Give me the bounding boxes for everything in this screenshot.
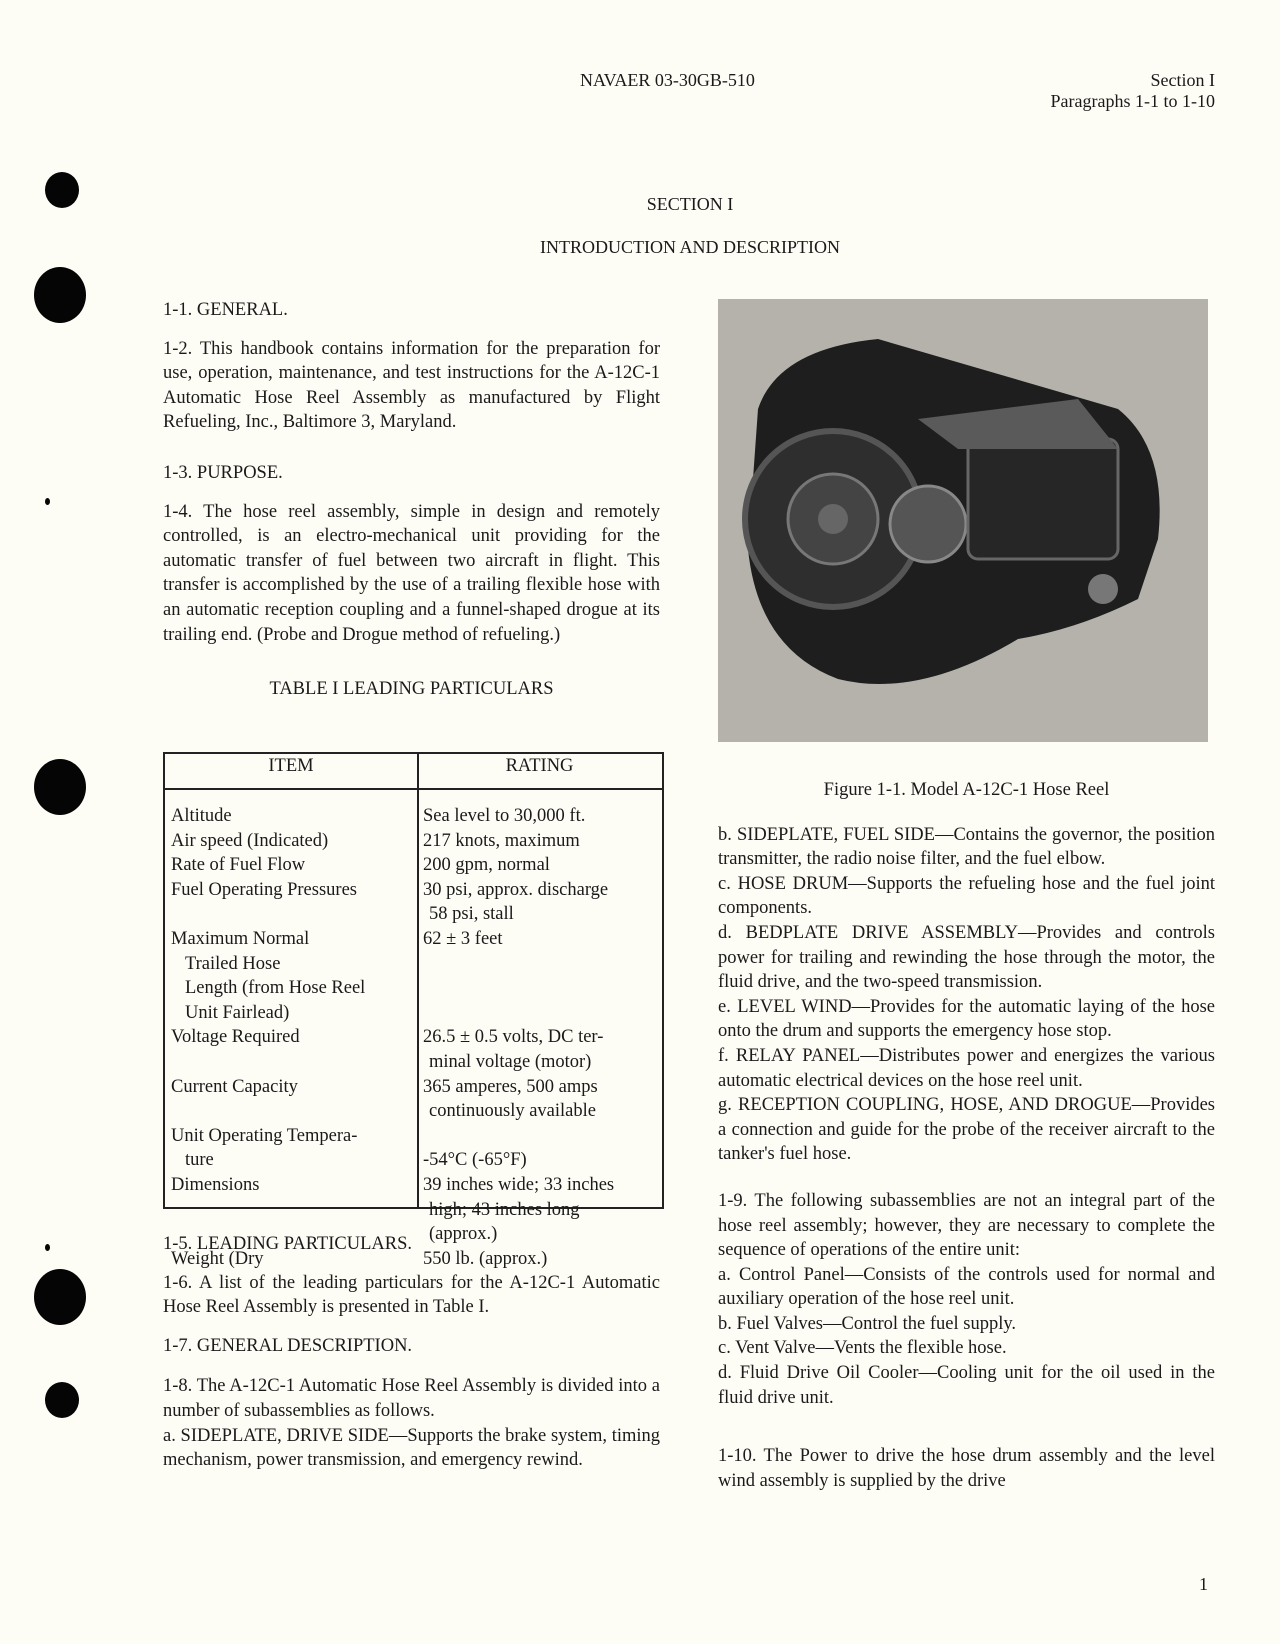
- paragraph-1-10: 1-10. The Power to drive the hose drum assembly and the level wind assembly is supplied by the drive: [718, 1446, 1215, 1491]
- table-row: [165, 1075, 662, 1124]
- item-line: Voltage Required: [171, 1027, 300, 1048]
- table-cell-item: [165, 1075, 417, 1124]
- item-line: Dimensions: [171, 1174, 260, 1195]
- punch-hole: [34, 759, 86, 815]
- item-line: Trailed Hose: [185, 953, 281, 974]
- item-line: Altitude: [171, 806, 232, 826]
- item-1-9c: c. Vent Valve—Vents the flexible hose.: [718, 1338, 1007, 1359]
- table-cell-rating: [417, 1025, 662, 1074]
- page-number: 1: [1199, 1574, 1208, 1594]
- table-cell-item: [165, 927, 417, 1025]
- table-cell-item: [165, 804, 417, 829]
- item-c: c. HOSE DRUM—Supports the refueling hose and the fuel joint components.: [718, 873, 1215, 919]
- table-cell-item: [165, 878, 417, 927]
- item-line: Maximum Normal: [171, 928, 310, 949]
- punch-mark: [45, 1244, 50, 1251]
- table-cell-rating: [417, 853, 662, 878]
- table-cell-item: [165, 853, 417, 878]
- punch-hole: [45, 1382, 79, 1418]
- item-line: Air speed (Indicated): [171, 830, 329, 851]
- item-line: Unit Operating Tempera-: [171, 1125, 358, 1146]
- table-cell-rating: [417, 1124, 662, 1173]
- punch-hole: [34, 1269, 86, 1325]
- left-column: [163, 298, 660, 702]
- rating-line: high; 43 inches long: [429, 1199, 580, 1220]
- table-title: TABLE I LEADING PARTICULARS: [269, 679, 554, 700]
- rating-line: continuously available: [429, 1101, 596, 1122]
- paragraph-1-8: 1-8. The A-12C-1 Automatic Hose Reel Assembly is divided into a number of subassemblies as follows.: [163, 1376, 660, 1421]
- paragraph-1-8a: a. SIDEPLATE, DRIVE SIDE—Supports the brake system, timing mechanism, power transmission, and emergency rewind.: [163, 1425, 660, 1471]
- table-cell-rating: [417, 927, 662, 1025]
- table-row: [165, 1124, 662, 1173]
- item-d: d. BEDPLATE DRIVE ASSEMBLY—Provides and controls power for trailing and rewinding the hose through the motor, the fluid drive, and the two-speed transmission.: [718, 922, 1215, 993]
- rating-line: minal voltage (motor): [429, 1051, 592, 1072]
- header-paragraphs: Paragraphs 1-1 to 1-10: [1050, 91, 1215, 111]
- rating-line: 365 amperes, 500 amps: [423, 1076, 598, 1097]
- rating-line: 30 psi, approx. discharge: [423, 879, 609, 900]
- section-subtitle: INTRODUCTION AND DESCRIPTION: [540, 237, 840, 257]
- paragraph-1-9: 1-9. The following subassemblies are not an integral part of the hose reel assembly; however, they are necessary to complete the sequence of operations of the entire unit:: [718, 1190, 1215, 1261]
- header-section: [1051, 70, 1215, 112]
- heading-1-7: 1-7. GENERAL DESCRIPTION.: [163, 1335, 413, 1356]
- item-line: Fuel Operating Pressures: [171, 879, 357, 900]
- punch-mark: [45, 498, 50, 505]
- table-row: [165, 1025, 662, 1074]
- table-cell-item: [165, 1025, 417, 1074]
- rating-line: 58 psi, stall: [429, 904, 514, 925]
- figure-caption: Figure 1-1. Model A-12C-1 Hose Reel: [823, 780, 1110, 800]
- rating-line: 200 gpm, normal: [423, 855, 550, 876]
- table-cell-rating: [417, 1075, 662, 1124]
- header-section-label: Section I: [1150, 70, 1215, 90]
- rating-line: 39 inches wide; 33 inches: [423, 1174, 615, 1195]
- heading-1-3: 1-3. PURPOSE.: [163, 462, 283, 483]
- table-row: [165, 829, 662, 854]
- heading-1-1: 1-1. GENERAL.: [163, 300, 288, 320]
- rating-line: 62 ± 3 feet: [423, 928, 503, 949]
- hose-reel-photo: [718, 299, 1208, 742]
- table-cell-rating: [417, 829, 662, 854]
- paragraph-1-6: 1-6. A list of the leading particulars for the A-12C-1 Automatic Hose Reel Assembly is presented in Table I.: [163, 1272, 660, 1318]
- rating-line: 550 lb. (approx.): [423, 1248, 548, 1269]
- rating-line: Sea level to 30,000 ft.: [423, 806, 586, 826]
- table-cell-item: [165, 829, 417, 854]
- table-row: [165, 853, 662, 878]
- item-f: f. RELAY PANEL—Distributes power and energizes the various automatic electrical devices on the hose reel unit.: [718, 1045, 1215, 1091]
- left-column-lower: [163, 1232, 660, 1473]
- item-e: e. LEVEL WIND—Provides for the automatic laying of the hose onto the drum and supports the emergency hose stop.: [718, 996, 1215, 1042]
- heading-1-5: 1-5. LEADING PARTICULARS.: [163, 1234, 412, 1254]
- document-number: NAVAER 03-30GB-510: [580, 70, 755, 90]
- item-line: ture: [185, 1150, 214, 1171]
- item-g: g. RECEPTION COUPLING, HOSE, AND DROGUE—Provides a connection and guide for the probe of the receiver aircraft to the tanker's fuel hose.: [718, 1095, 1215, 1165]
- item-line: Length (from Hose Reel: [185, 978, 366, 999]
- table-row: [165, 804, 662, 829]
- rating-line: -54°C (-65°F): [423, 1150, 527, 1171]
- right-column: [718, 778, 1215, 1493]
- item-line: Weight (Dry: [171, 1248, 264, 1269]
- item-1-9d: d. Fluid Drive Oil Cooler—Cooling unit for the oil used in the fluid drive unit.: [718, 1363, 1215, 1408]
- paragraph-1-2: 1-2. This handbook contains information for the preparation for use, operation, maintenance, and test instructions for the A-12C-1 Automatic Hose Reel Assembly as manufactured by Flight Refueling, Inc., Baltimore 3, Maryland.: [163, 338, 660, 433]
- table-row: [165, 878, 662, 927]
- item-line: Rate of Fuel Flow: [171, 855, 306, 876]
- item-1-9b: b. Fuel Valves—Control the fuel supply.: [718, 1313, 1017, 1334]
- table-cell-rating: [417, 878, 662, 927]
- rating-line: (approx.): [429, 1224, 498, 1245]
- rating-line: 217 knots, maximum: [423, 830, 580, 851]
- table-cell-rating: [417, 804, 662, 829]
- rating-line: [423, 1124, 656, 1149]
- item-1-9a: a. Control Panel—Consists of the controls used for normal and auxiliary operation of the hose reel unit.: [718, 1264, 1215, 1310]
- table-row: [165, 927, 662, 1025]
- table-header-rating: RATING: [417, 754, 662, 789]
- section-title: SECTION I: [646, 194, 734, 214]
- punch-hole: [34, 267, 86, 323]
- item-line: Unit Fairlead): [185, 1002, 290, 1023]
- paragraph-1-4: 1-4. The hose reel assembly, simple in design and remotely controlled, is an electro-mechanical unit providing for the automatic transfer of fuel between two aircraft in flight. This transfer is accomplished by the use of a trailing flexible hose with an automatic reception coupling and a funnel-shaped drogue at its trailing end. (Probe and Drogue method of refueling.): [163, 501, 660, 645]
- table-header-item: ITEM: [165, 754, 417, 789]
- item-b: b. SIDEPLATE, FUEL SIDE—Contains the governor, the position transmitter, the radio noise filter, and the fuel elbow.: [718, 824, 1215, 870]
- item-line: Current Capacity: [171, 1076, 298, 1097]
- table-cell-item: [165, 1124, 417, 1173]
- rating-line: 26.5 ± 0.5 volts, DC ter-: [423, 1027, 604, 1048]
